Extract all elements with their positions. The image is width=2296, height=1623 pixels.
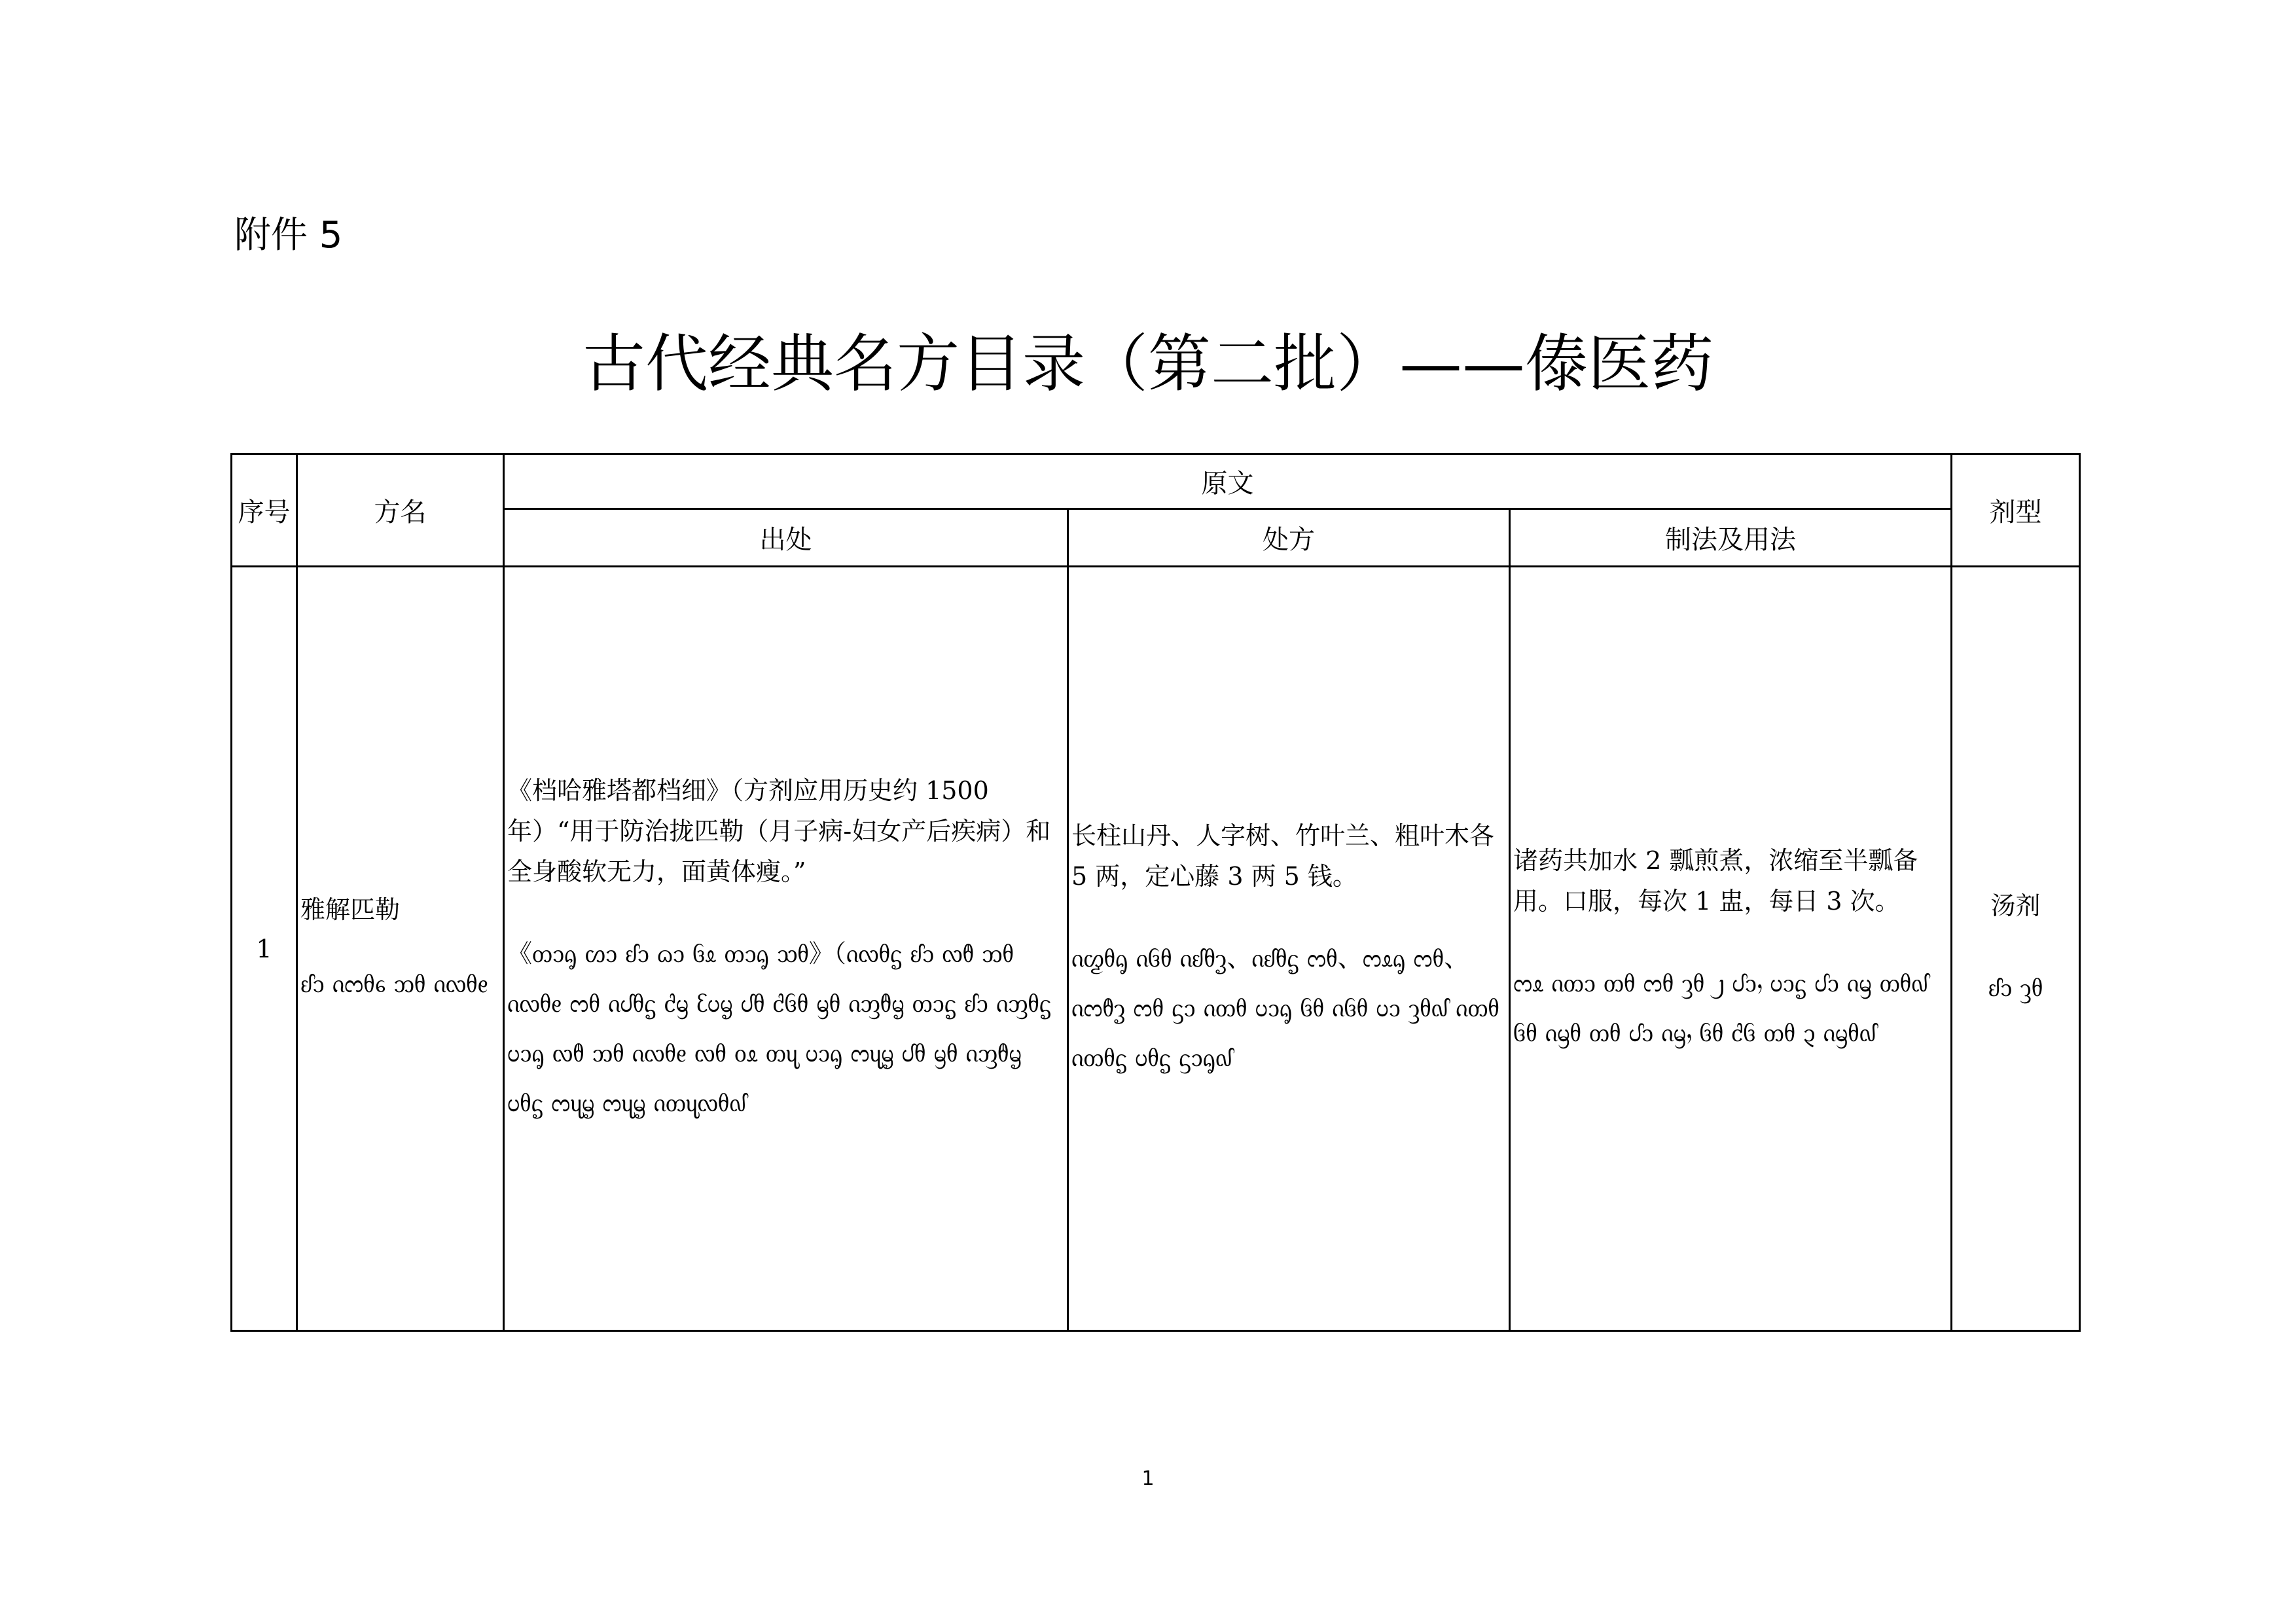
prescription-cell [1068,567,1510,1331]
header-name: 方名 [297,454,504,567]
row-index: 1 [232,567,297,1331]
header-preparation: 制法及用法 [1510,509,1952,567]
formula-name-dai: ᦊᦱ ᦵᦂᦲᧈ ᦘᦲ ᦵᦟᦲᧉ [300,969,488,998]
document-title: 古代经典名方目录（第二批）——傣医药 [583,327,1713,401]
source-cell [504,567,1068,1331]
source-chinese: 《档哈雅塔都档细》（方剂应用历史约 1500 年）“用于防治拢匹勒（月子病-妇女产后疾病）和全身酸软无力，面黄体瘦。” [507,776,1051,886]
header-original-text: 原文 [504,454,1952,509]
header-source: 出处 [504,509,1068,567]
header-prescription: 处方 [1068,509,1510,567]
prescription-chinese: 长柱山丹、人字树、竹叶兰、粗叶木各 5 两，定心藤 3 两 5 钱。 [1071,821,1495,891]
table-subheader-row [232,509,2080,567]
table-header-row [232,454,2080,509]
table-row [232,567,2080,1331]
prescription-dai: ᦵᦖᦲᧂ ᦵᦑᦲ ᦵᦊᦲᧆ、ᦵᦊᦲᧃ ᦂᦲ、ᦂᦸᧂ ᦂᦲ、ᦵᦂᦹᧆ ᦂᦲ ᦓᦱ ᦵᦎᦲ ᦢᦱᧂ ᦑᦲ ᦵᦑᦲ ᦢᦱ ᦡᦲ᧞ ᦵᦎᦲ ᦵᦎᦲᧃ ᦢᦲᧃ ᦓᦱᧂ᧞ [1071,943,1499,1072]
formula-name-cell [297,567,504,1331]
dosage-form-cell [1952,567,2080,1331]
formula-table [230,453,2081,1332]
dosage-form-chinese: 汤剂 [1990,891,2041,920]
preparation-chinese: 诸药共加水 2 瓢煎煮，浓缩至半瓢备用。口服，每次 1 盅，每日 3 次。 [1513,846,1918,916]
attachment-label: 附件 5 [234,214,343,257]
formula-name-chinese: 雅解匹勒 [300,895,401,924]
preparation-cell [1510,567,1952,1331]
header-dosage-form: 剂型 [1952,454,2080,567]
header-index: 序号 [232,454,297,567]
dosage-form-dai: ᦊᦱ ᦡᦲ [1988,972,2043,1002]
preparation-dai: ᦂᦸ ᦵᦎᦱ ᦎᦲ ᦂᦲ ᦡᦲ ᧒ ᦔᦱ，ᦢᦱᧃ ᦔᦱ ᦵᦙ ᦎᦲ᧞ ᦑᦲ ᦵᦙᦲ ᦎᦲ ᦔᦱ ᦵᦙ，ᦑᦲ ᦺᦑ ᦎᦲ ᧓ ᦵᦙᦲ᧞ [1513,968,1928,1047]
page-number: 1 [1141,1467,1155,1490]
source-dai: 《ᦎᦱᧂ ᦠᦱ ᦊᦱ ᦒᦱ ᦑᦸ ᦎᦱᧂ ᦉᦲ》（ᦵᦟᦲᧃ ᦊᦱ ᦟᦹ ᦘᦲ ᦵᦟᦲᧉ ᦂᦲ ᦵᦔᦲᧃ ᦺᦙ ᦷᦢᧄ ᦔᦲ ᦺᦑᦲ ᦙᦲ ᦵᦀᦹᧄ ᦎᦱᧃ ᦊᦱ ᦵᦀᦲᧃ ᦢᦱᧂ ᦟᦹ ᦘᦲ ᦵᦟᦲᧉ ᦟᦲ ᦞᦸ ᦎᦴ ᦢᦱᧂ ᦂᦴᧄ ᦔᦲ ᦙᦲ ᦵᦀᦹᧄ ᦢᦲᧃ ᦂᦴᧄ ᦂᦴᧄ ᦵᦎᦴᦟᦲ᧞ [507,938,1052,1117]
